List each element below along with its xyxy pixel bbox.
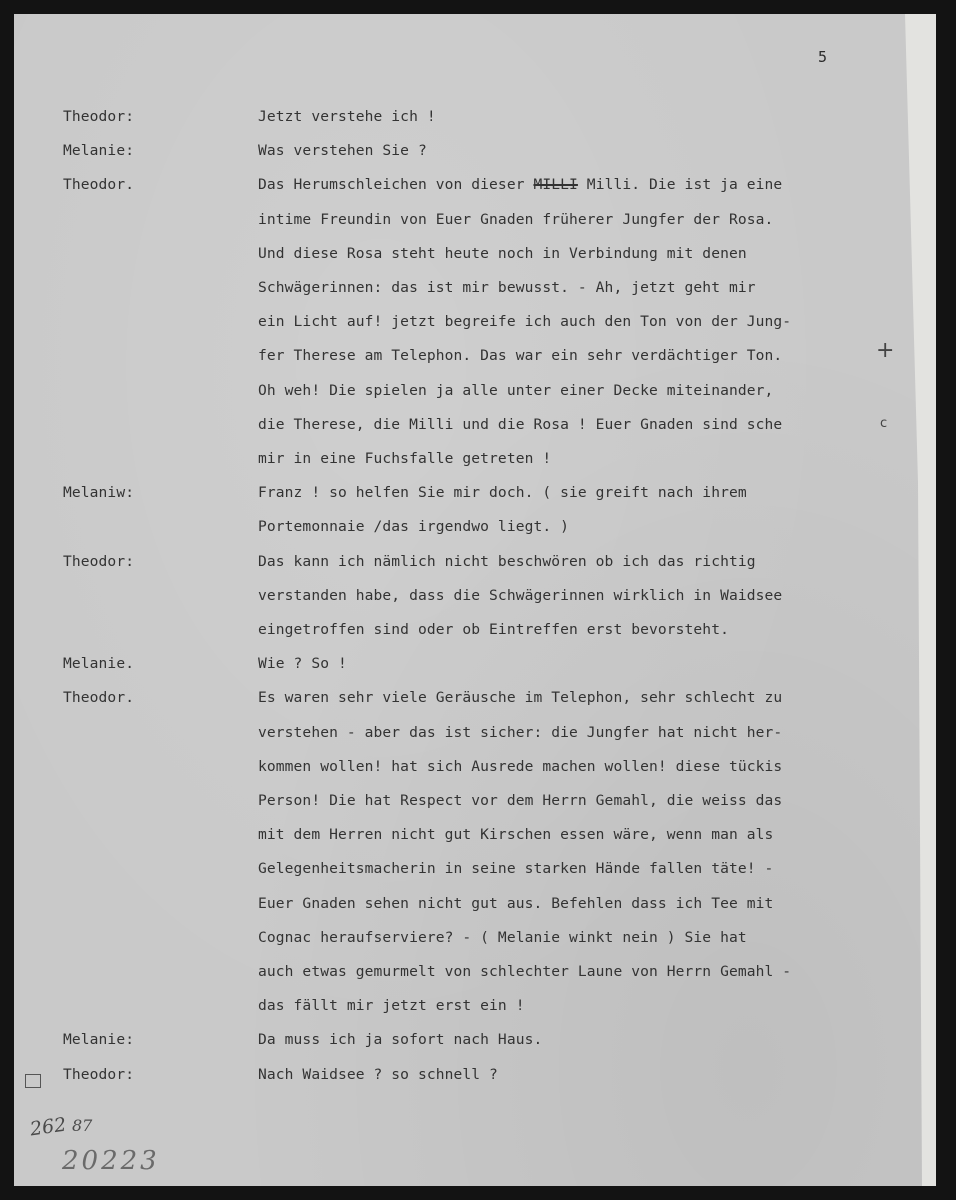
speaker-label: Theodor: — [63, 1065, 135, 1083]
dialogue-line: Cognac heraufserviere? - ( Melanie winkt nein ) Sie hat — [258, 928, 747, 946]
speaker-label: Theodor. — [63, 689, 135, 707]
dialogue-line: verstehen - aber das ist sicher: die Jungfer hat nicht her- — [258, 723, 783, 741]
dialogue-line: Da muss ich ja sofort nach Haus. — [258, 1031, 543, 1049]
dialogue-line: mit dem Herren nicht gut Kirschen essen wäre, wenn man als — [258, 826, 774, 844]
dialogue-line: Person! Die hat Respect vor dem Herrn Gemahl, die weiss das — [258, 792, 783, 809]
dialogue-line: Es waren sehr viele Geräusche im Telephon, sehr schlecht zu — [258, 689, 783, 707]
dialogue-line: kommen wollen! hat sich Ausrede machen wollen! diese tückis — [258, 757, 783, 775]
speaker-label: Theodor: — [63, 552, 135, 570]
archive-stamp — [25, 1074, 41, 1088]
speaker-label: Melaniw: — [63, 484, 135, 502]
dialogue-line: Und diese Rosa steht heute noch in Verbindung mit denen — [258, 244, 747, 262]
dialogue-line: Wie ? So ! — [258, 655, 347, 673]
dialogue-line: Schwägerinnen: das ist mir bewusst. - Ah, jetzt geht mir — [258, 279, 756, 296]
speaker-label: Theodor. — [63, 176, 135, 194]
dialogue-line: Jetzt verstehe ich ! — [258, 108, 436, 125]
margin-note-mark: c — [880, 416, 888, 431]
dialogue-line: Nach Waidsee ? so schnell ? — [258, 1065, 498, 1083]
dialogue-line: Gelegenheitsmacherin in seine starken Hände fallen täte! - — [258, 860, 774, 878]
dialogue-line: Euer Gnaden sehen nicht gut aus. Befehlen dass ich Tee mit — [258, 894, 774, 912]
dialogue-line: fer Therese am Telephon. Das war ein sehr verdächtiger Ton. — [258, 347, 783, 365]
handwritten-folio: 262 — [28, 1113, 68, 1141]
handwritten-folio-suffix: 87 — [72, 1116, 93, 1135]
dialogue-line: Franz ! so helfen Sie mir doch. ( sie greift nach ihrem — [258, 484, 747, 502]
dialogue-line: mir in eine Fuchsfalle getreten ! — [258, 450, 552, 467]
speaker-label: Melanie: — [63, 1031, 135, 1049]
dialogue-line: Portemonnaie /das irgendwo liegt. ) — [258, 518, 570, 536]
dialogue-line: Oh weh! Die spielen ja alle unter einer Decke miteinander, — [258, 381, 774, 399]
margin-plus-mark: + — [876, 338, 895, 363]
handwritten-archive-number: 20223 — [62, 1146, 160, 1176]
speaker-label: Theodor: — [63, 108, 135, 125]
speaker-label: Melanie: — [63, 142, 135, 160]
dialogue-line: ein Licht auf! jetzt begreife ich auch den Ton von der Jung- — [258, 313, 792, 331]
dialogue-line: eingetroffen sind oder ob Eintreffen erst bevorsteht. — [258, 621, 729, 638]
speaker-label: Melanie. — [63, 655, 135, 673]
dialogue-line: intime Freundin von Euer Gnaden früherer Jungfer der Rosa. — [258, 210, 774, 228]
dialogue-line: Was verstehen Sie ? — [258, 142, 427, 160]
dialogue-line: das fällt mir jetzt erst ein ! — [258, 997, 525, 1015]
dialogue-line: verstanden habe, dass die Schwägerinnen wirklich in Waidsee — [258, 586, 783, 604]
dialogue-line: auch etwas gemurmelt von schlechter Laune von Herrn Gemahl - — [258, 963, 792, 980]
page-number: 5 — [818, 48, 828, 66]
dialogue-line: die Therese, die Milli und die Rosa ! Euer Gnaden sind sche — [258, 415, 783, 433]
dialogue-line: Das Herumschleichen von dieser MILLI Milli. Die ist ja eine — [258, 176, 783, 194]
dialogue-line: Das kann ich nämlich nicht beschwören ob ich das richtig — [258, 552, 756, 570]
